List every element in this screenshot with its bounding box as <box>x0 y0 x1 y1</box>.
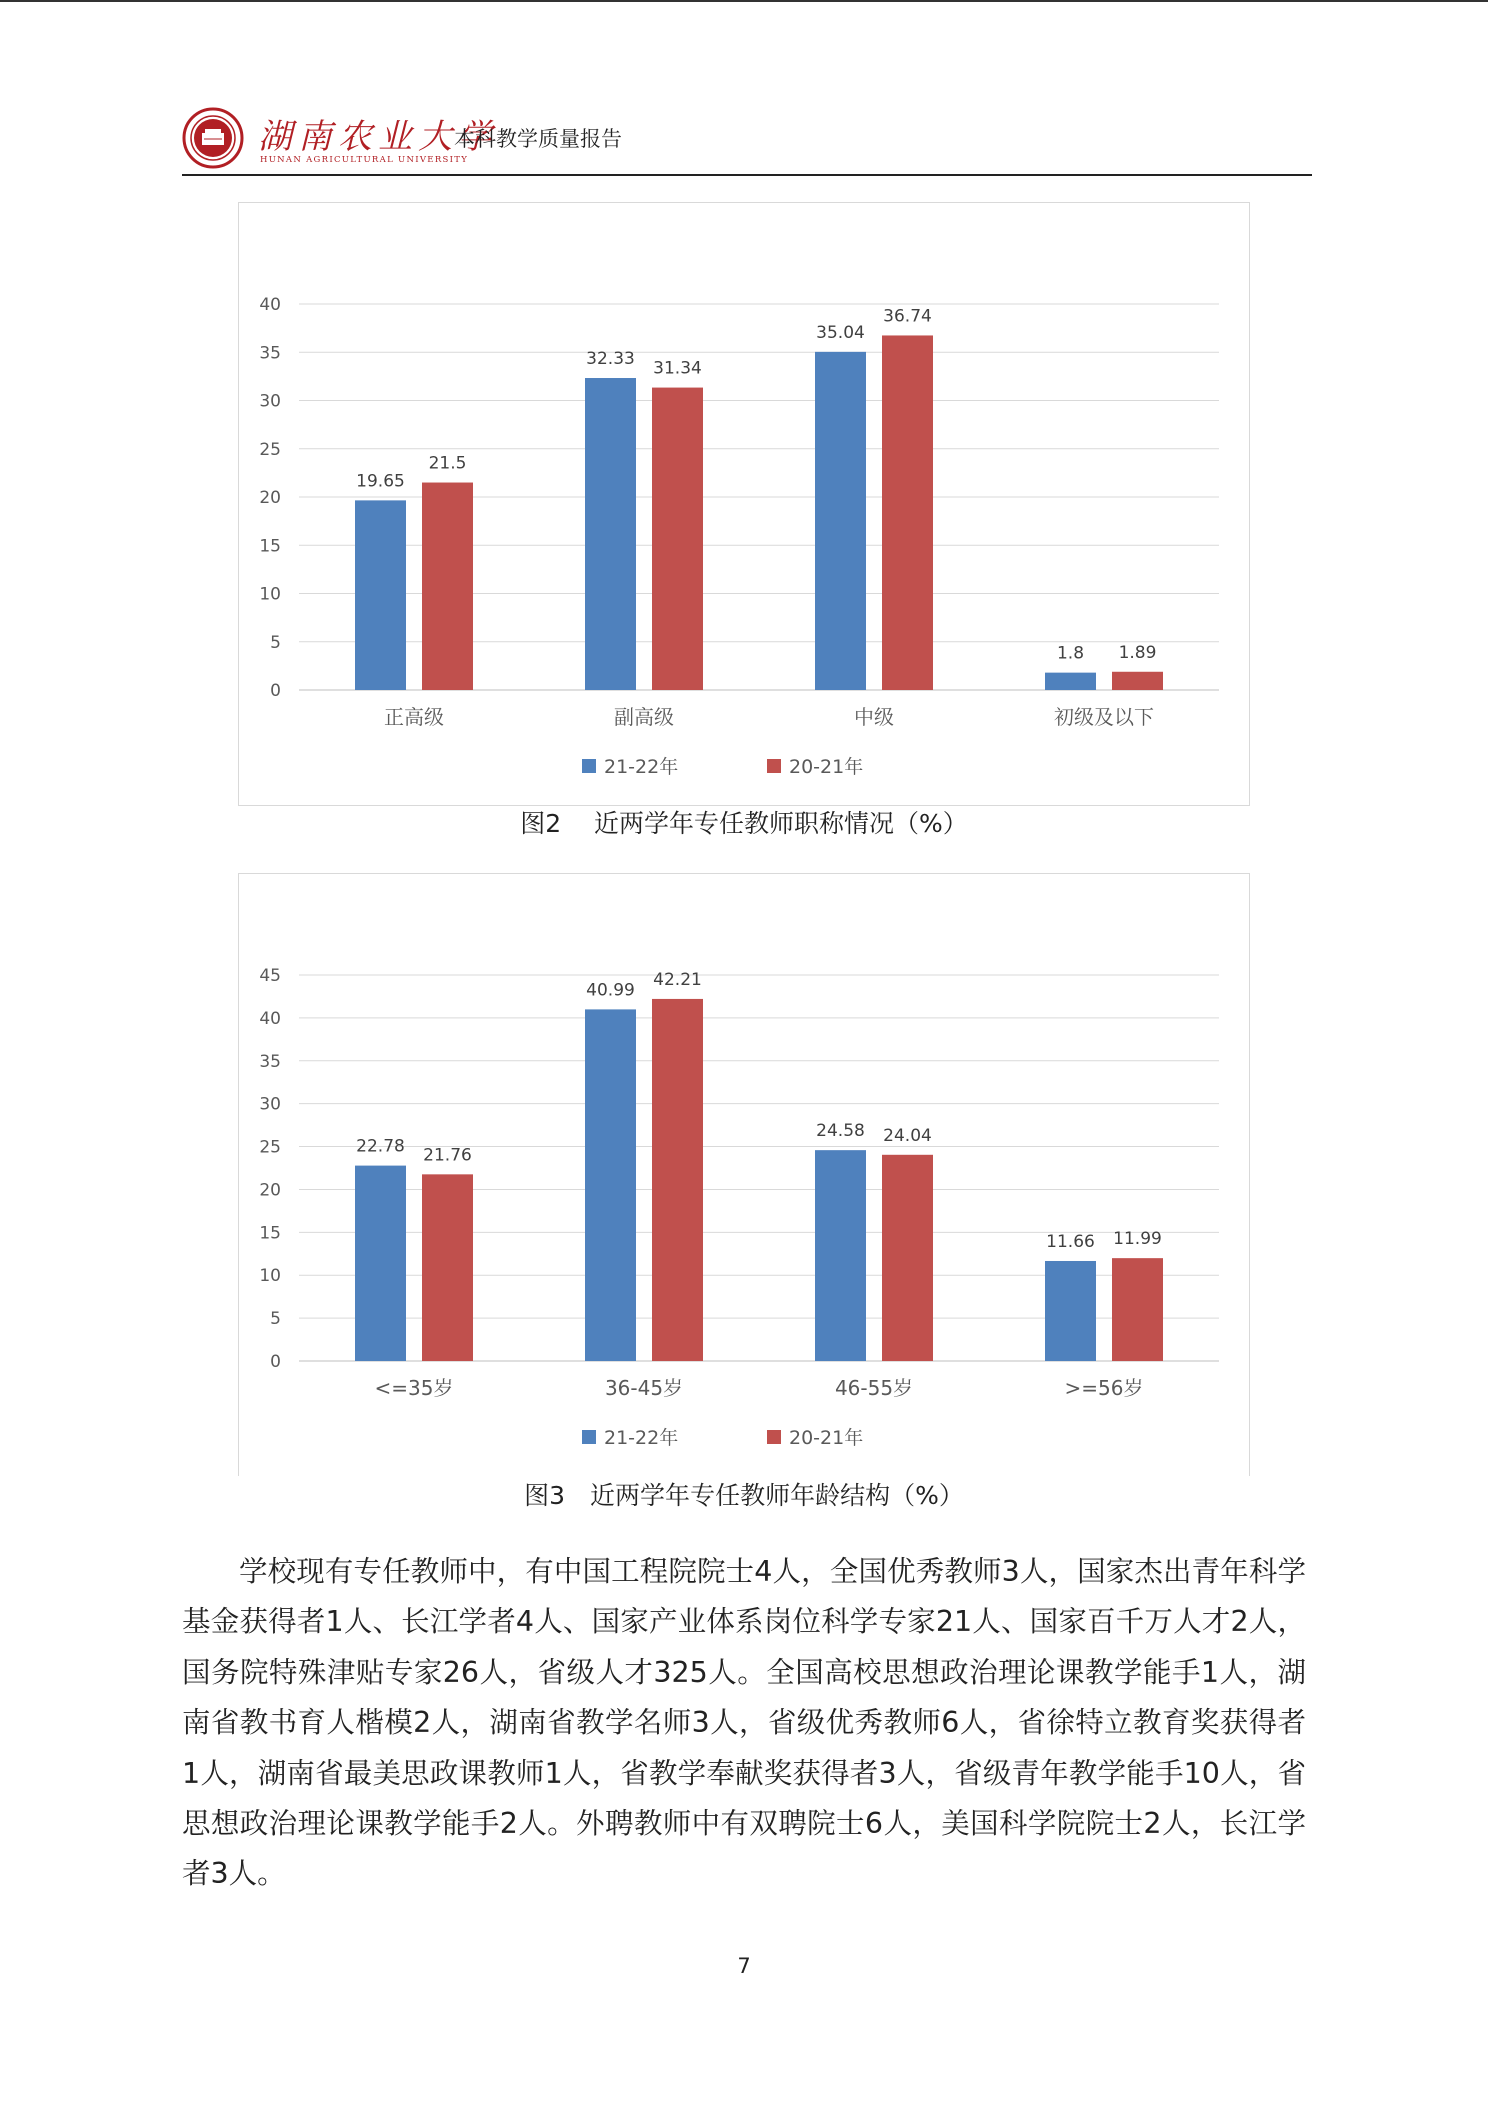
y-tick-label: 25 <box>259 1137 281 1158</box>
y-tick-label: 20 <box>259 488 281 508</box>
legend-swatch <box>582 1430 596 1444</box>
y-tick-label: 30 <box>259 391 281 412</box>
bar-series-a <box>355 500 406 690</box>
bar-series-a <box>1045 1261 1096 1361</box>
y-tick-label: 40 <box>259 295 281 315</box>
legend-swatch <box>582 759 596 773</box>
y-tick-label: 20 <box>259 1180 281 1201</box>
data-label: 32.33 <box>586 349 635 370</box>
y-tick-label: 10 <box>259 1266 281 1287</box>
y-tick-label: 0 <box>270 681 281 701</box>
data-label: 24.04 <box>883 1125 932 1146</box>
university-name-cn: 湖南农业大学 <box>258 117 498 157</box>
header-divider <box>182 174 1312 176</box>
bar-series-b <box>422 1174 473 1361</box>
y-tick-label: 0 <box>270 1352 281 1372</box>
x-tick-label: 初级及以下 <box>1054 705 1154 729</box>
bar-series-b <box>882 1155 933 1361</box>
data-label: 1.89 <box>1118 642 1157 663</box>
x-tick-label: <=35岁 <box>374 1376 454 1400</box>
legend-label: 21-22年 <box>604 756 679 778</box>
university-name-en: HUNAN AGRICULTURAL UNIVERSITY <box>260 155 469 165</box>
data-label: 22.78 <box>356 1136 405 1157</box>
y-tick-label: 30 <box>259 1094 281 1115</box>
data-label: 31.34 <box>653 358 702 379</box>
bar-series-b <box>1112 672 1163 690</box>
bar-series-a <box>1045 673 1096 690</box>
legend-label: 20-21年 <box>789 1427 864 1449</box>
y-tick-label: 35 <box>259 343 281 364</box>
bar-series-b <box>1112 1258 1163 1361</box>
body-paragraph: 学校现有专任教师中，有中国工程院院士4人，全国优秀教师3人，国家杰出青年科学基金获得者1人、长江学者4人、国家产业体系岗位科学专家21人、国家百千万人才2人，国务院特殊津贴专家26人，省级人才325人。全国高校思想政治理论课教学能手1人，湖南省教书育人楷模2人，湖南省教学名师3人，省级优秀教师6人，省徐特立教育奖获得者1人，湖南省最美思政课教师1人，省教学奉献奖获得者3人，省级青年教学能手10人，省思想政治理论课教学能手2人。外聘教师中有双聘院士6人，美国科学院院士2人，长江学者3人。 <box>182 1555 1306 1891</box>
bar-series-a <box>815 1150 866 1361</box>
data-label: 24.58 <box>816 1121 865 1142</box>
university-seal-icon <box>182 107 244 169</box>
x-tick-label: 46-55岁 <box>834 1376 914 1400</box>
data-label: 11.66 <box>1046 1231 1095 1252</box>
bar-series-a <box>355 1166 406 1361</box>
y-tick-label: 15 <box>259 1223 281 1244</box>
data-label: 21.5 <box>428 453 467 474</box>
y-tick-label: 5 <box>270 1309 281 1330</box>
chart-professional-titles <box>238 202 1250 806</box>
data-label: 36.74 <box>883 306 932 327</box>
x-tick-label: 中级 <box>854 705 894 729</box>
y-tick-label: 25 <box>259 439 281 460</box>
y-tick-label: 15 <box>259 536 281 557</box>
bar-series-b <box>882 335 933 690</box>
legend-label: 20-21年 <box>789 756 864 778</box>
bar-series-a <box>585 1009 636 1361</box>
report-title: 本科教学质量报告 <box>454 127 622 151</box>
chart-professional-titles-svg <box>239 203 1249 805</box>
figure-caption-2: 图2 近两学年专任教师职称情况（%） <box>520 809 968 838</box>
data-label: 40.99 <box>586 980 635 1001</box>
x-tick-label: 正高级 <box>384 705 444 729</box>
bar-series-b <box>652 388 703 690</box>
x-tick-label: 副高级 <box>614 705 674 729</box>
chart-age-structure <box>238 873 1250 1476</box>
y-tick-label: 45 <box>259 966 281 986</box>
data-label: 1.8 <box>1056 643 1085 664</box>
data-label: 21.76 <box>423 1145 472 1166</box>
data-label: 35.04 <box>816 322 865 343</box>
bar-series-a <box>585 378 636 690</box>
bar-series-a <box>815 352 866 690</box>
y-tick-label: 5 <box>270 632 281 653</box>
y-tick-label: 40 <box>259 1008 281 1029</box>
data-label: 42.21 <box>653 969 702 990</box>
page-top-border <box>0 0 1488 2</box>
bar-series-b <box>652 999 703 1361</box>
legend-swatch <box>767 759 781 773</box>
chart-age-structure-svg <box>239 874 1249 1476</box>
y-tick-label: 10 <box>259 584 281 605</box>
x-tick-label: >=56岁 <box>1064 1376 1144 1400</box>
page-header <box>182 105 1312 175</box>
figure-caption-3: 图3 近两学年专任教师年龄结构（%） <box>524 1481 964 1510</box>
data-label: 19.65 <box>356 471 405 492</box>
y-tick-label: 35 <box>259 1051 281 1072</box>
bar-series-b <box>422 483 473 690</box>
page-number: 7 <box>737 1954 751 1978</box>
legend-swatch <box>767 1430 781 1444</box>
x-tick-label: 36-45岁 <box>604 1376 684 1400</box>
data-label: 11.99 <box>1113 1229 1162 1250</box>
legend-label: 21-22年 <box>604 1427 679 1449</box>
